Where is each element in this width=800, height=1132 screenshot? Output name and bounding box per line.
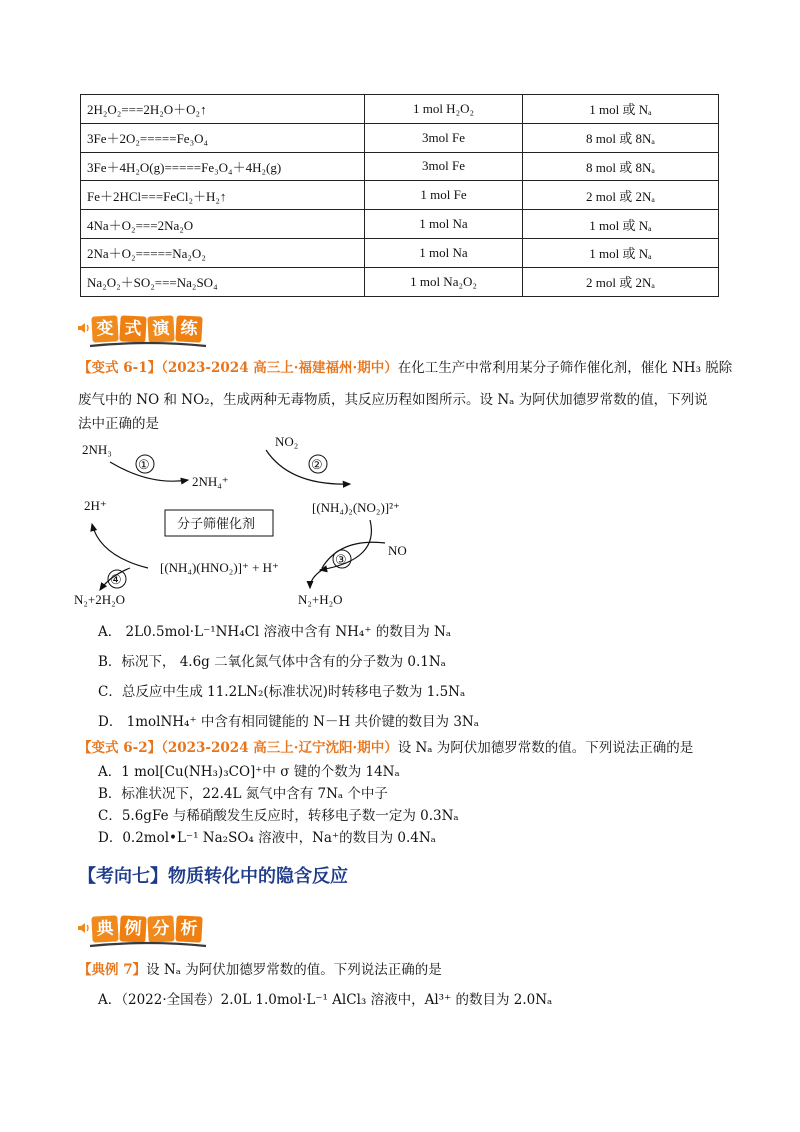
reactant-cell: 3mol Fe xyxy=(365,152,523,181)
question-6-1-line1 xyxy=(78,358,732,378)
banner-char: 式 xyxy=(119,315,146,342)
question-source: （2023-2024 高三上·福建福州·期中） xyxy=(161,360,398,376)
reactant-cell: 1 mol Fe xyxy=(365,181,523,210)
electrons-cell: 2 mol 或 2Nₐ xyxy=(523,267,719,296)
label-hplus: 2H⁺ xyxy=(84,498,107,513)
option-b: B．标准状况下，22.4L 氮气中含有 7Nₐ 个中子 xyxy=(98,786,388,802)
label-no2: NO₂ xyxy=(275,434,299,449)
question-text: 设 Nₐ 为阿伏加德罗常数的值。下列说法正确的是 xyxy=(397,740,694,756)
question-6-2-stem xyxy=(78,738,693,758)
speaker-icon xyxy=(76,320,92,336)
example-7-stem xyxy=(78,960,442,980)
question-tag: 【典例 7】 xyxy=(78,962,147,978)
label-no: NO xyxy=(388,543,407,558)
question-6-1-line3: 法中正确的是 xyxy=(78,416,159,432)
option-c: C．总反应中生成 11.2LN₂(标准状况)时转移电子数为 1.5Nₐ xyxy=(98,684,466,700)
table-row xyxy=(81,152,719,181)
option-a: A．（2022·全国卷）2.0L 1.0mol·L⁻¹ AlCl₃ 溶液中，Al³⁺ 的数目为 2.0Nₐ xyxy=(98,992,553,1008)
reactant-cell: 1 mol H₂O₂ xyxy=(365,95,523,124)
banner-char: 变 xyxy=(91,315,118,342)
table-row xyxy=(81,181,719,210)
electrons-cell: 2 mol 或 2Nₐ xyxy=(523,181,719,210)
arrow-step2 xyxy=(266,450,350,484)
option-b: B．标况下， 4.6g 二氧化氮气体中含有的分子数为 0.1Nₐ xyxy=(98,654,446,670)
label-intermediate: [(NH₄)(HNO₂)]⁺ + H⁺ xyxy=(160,560,279,575)
label-complex: [(NH₄)₂(NO₂)]²⁺ xyxy=(312,500,400,515)
label-step4: ④ xyxy=(110,572,122,587)
label-step1: ① xyxy=(138,457,150,472)
reaction-table xyxy=(80,94,719,297)
option-c: C．5.6gFe 与稀硝酸发生反应时，转移电子数一定为 0.3Nₐ xyxy=(98,808,459,824)
electrons-cell: 1 mol 或 Nₐ xyxy=(523,95,719,124)
equation-cell: Na₂O₂＋SO₂===Na₂SO₄ xyxy=(81,267,365,296)
section-banner-example-analysis xyxy=(76,912,216,946)
reactant-cell: 3mol Fe xyxy=(365,123,523,152)
swoosh-decoration xyxy=(88,940,208,950)
label-nh4: 2NH₄⁺ xyxy=(192,474,229,489)
section-heading: 【考向七】物质转化中的隐含反应 xyxy=(78,866,348,887)
arrow-no-in xyxy=(322,542,385,568)
question-tag: 【变式 6-1】 xyxy=(78,360,162,376)
table-row xyxy=(81,123,719,152)
question-tag: 【变式 6-2】 xyxy=(78,740,162,756)
equation-cell: 3Fe＋2O₂=====Fe₃O₄ xyxy=(81,123,365,152)
equation-cell: 4Na＋O₂===2Na₂O xyxy=(81,210,365,239)
banner-char: 练 xyxy=(175,315,202,342)
banner-char: 分 xyxy=(147,915,174,942)
arrow-cycle-left xyxy=(92,524,148,568)
option-a: A．1 mol[Cu(NH₃)₃CO]⁺中 σ 键的个数为 14Nₐ xyxy=(98,764,400,780)
reactant-cell: 1 mol Na₂O₂ xyxy=(365,267,523,296)
option-d: D．0.2mol•L⁻¹ Na₂SO₄ 溶液中，Na⁺的数目为 0.4Nₐ xyxy=(98,830,436,846)
label-step3: ③ xyxy=(335,552,347,567)
section-banner-variant-practice xyxy=(76,312,216,346)
label-catalyst: 分子筛催化剂 xyxy=(177,516,256,531)
label-nh3: 2NH₃ xyxy=(82,442,112,457)
label-prod4: N₂+2H₂O xyxy=(74,592,126,607)
reactant-cell: 1 mol Na xyxy=(365,238,523,267)
option-d: D． 1molNH₄⁺ 中含有相同键能的 N－H 共价键的数目为 3Nₐ xyxy=(98,714,479,730)
option-a: A． 2L0.5mol·L⁻¹NH₄Cl 溶液中含有 NH₄⁺ 的数目为 Nₐ xyxy=(98,624,452,640)
table-row xyxy=(81,210,719,239)
equation-cell: Fe＋2HCl===FeCl₂＋H₂↑ xyxy=(81,181,365,210)
banner-char: 演 xyxy=(147,315,174,342)
equation-cell: 3Fe＋4H₂O(g)=====Fe₃O₄＋4H₂(g) xyxy=(81,152,365,181)
arrow-step3-out xyxy=(310,570,322,588)
electrons-cell: 8 mol 或 8Nₐ xyxy=(523,152,719,181)
equation-cell: 2Na＋O₂=====Na₂O₂ xyxy=(81,238,365,267)
question-text: 设 Nₐ 为阿伏加德罗常数的值。下列说法正确的是 xyxy=(146,962,442,978)
table-row xyxy=(81,95,719,124)
reaction-mechanism-diagram xyxy=(70,428,450,613)
reactant-cell: 1 mol Na xyxy=(365,210,523,239)
electrons-cell: 1 mol 或 Nₐ xyxy=(523,210,719,239)
speaker-icon xyxy=(76,920,92,936)
question-6-1-line2: 废气中的 NO 和 NO₂，生成两种无毒物质，其反应历程如图所示。设 Nₐ 为阿伏加德罗常数的值，下列说 xyxy=(78,392,708,408)
banner-char: 例 xyxy=(119,915,146,942)
label-prod3: N₂+H₂O xyxy=(298,592,343,607)
question-source: （2023-2024 高三上·辽宁沈阳·期中） xyxy=(161,740,398,756)
swoosh-decoration xyxy=(88,340,208,350)
label-step2: ② xyxy=(311,457,323,472)
equation-cell: 2H₂O₂===2H₂O＋O₂↑ xyxy=(81,95,365,124)
table-row xyxy=(81,238,719,267)
electrons-cell: 8 mol 或 8Nₐ xyxy=(523,123,719,152)
question-text: 在化工生产中常利用某分子筛作催化剂，催化 NH₃ 脱除 xyxy=(397,360,733,376)
electrons-cell: 1 mol 或 Nₐ xyxy=(523,238,719,267)
table-row xyxy=(81,267,719,296)
banner-char: 析 xyxy=(175,915,202,942)
banner-char: 典 xyxy=(91,915,118,942)
